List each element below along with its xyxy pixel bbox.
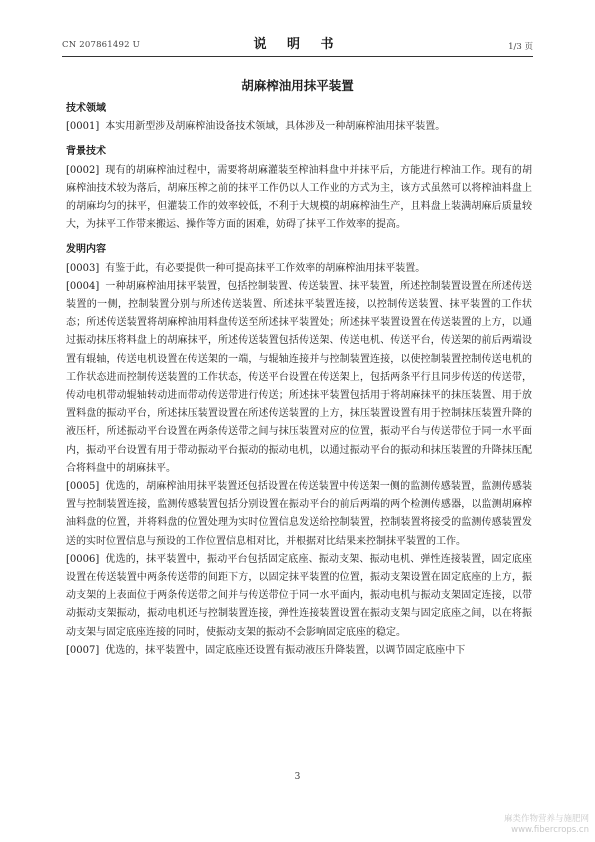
header-divider [62, 56, 533, 57]
paragraph-number: [0007] [66, 644, 100, 656]
document-body [66, 100, 532, 660]
page-header [0, 33, 595, 53]
section-heading: 背景技术 [66, 146, 106, 158]
paragraph-text: 优选的，胡麻榨油用抹平装置还包括设置在传送装置中传送架一侧的监测传感装置，监测传感装置与控制装置连接，监测传感装置包括分别设置在振动平台的前后两端的两个检测传感器，以监测胡麻榨油料盘的位置，并将料盘的位置处理为实时位置信息发送给控制装置，控制装置将接受的监测传感装置发送的实时位置信息与预设的工作位置信息相对比，并根据对比结果来控制抹平装置的工作。 [66, 481, 532, 547]
paragraph [66, 162, 532, 235]
paragraph [66, 551, 532, 642]
watermark [504, 814, 589, 836]
paragraph [66, 478, 532, 551]
document-title: 胡麻榨油用抹平装置 [241, 78, 354, 93]
paragraph-text: 有鉴于此，有必要提供一种可提高抹平工作效率的胡麻榨油用抹平装置。 [105, 262, 426, 274]
paragraph-number: [0006] [66, 553, 100, 565]
paragraph-number: [0001] [66, 121, 100, 133]
paragraph [66, 118, 532, 136]
paragraph [66, 278, 532, 478]
paragraph [66, 260, 532, 278]
watermark-url: www.fibercrops.cn [511, 825, 589, 835]
paragraph-number: [0004] [66, 280, 100, 292]
paragraph-number: [0005] [66, 481, 100, 493]
paragraph-number: [0003] [66, 262, 100, 274]
paragraph [66, 642, 532, 660]
page-indicator: 1/3 页 [508, 42, 533, 52]
paragraph-number: [0002] [66, 164, 100, 176]
section-heading: 发明内容 [66, 244, 106, 256]
section-heading: 技术领域 [66, 103, 106, 114]
document-section-title: 说 明 书 [253, 37, 342, 52]
paragraph-text: 本实用新型涉及胡麻榨油设备技术领域，具体涉及一种胡麻榨油用抹平装置。 [105, 121, 446, 133]
watermark-site-name: 麻类作物营养与施肥网 [503, 814, 589, 824]
page-number: 3 [294, 772, 301, 782]
paragraph-text: 现有的胡麻榨油过程中，需要将胡麻灌装至榨油料盘中并抹平后，方能进行榨油工作。现有的胡麻榨油技术较为落后，胡麻压榨之前的抹平工作仍以人工作业的方式为主，该方式虽然可以将榨油料盘上的胡麻均匀的抹平，但灌装工作的效率较低，不利于大规模的胡麻榨油生产，且料盘上装满胡麻后质量较大，为抹平工作带来搬运、操作等方面的困难，妨碍了抹平工作效率的提高。 [66, 164, 532, 231]
paragraph-text: 优选的，抹平装置中，固定底座还设置有振动液压升降装置，以调节固定底座中下 [105, 644, 466, 656]
paragraph-text: 一种胡麻榨油用抹平装置，包括控制装置、传送装置、抹平装置，所述控制装置设置在所述传送装置的一侧，控制装置分别与所述传送装置、所述抹平装置连接，以控制传送装置、抹平装置的工作状态；所述传送装置将胡麻榨油用料盘传送至所述抹平装置处；所述抹平装置设置在传送装置的上方，以通过振动抹压将料盘上的胡麻抹平，所述传送装置包括传送架、传送电机、传送平台，传送架的前后两端设置有辊轴，传送电机设置在传送架的一端，与辊轴连接并与控制装置连接，以使控制装置控制传送电机的工作状态进而控制传送装置的工作状态，传送平台设置在传送架上，包括两条平行且同步传送的传送带，传动电机带动辊轴转动进而带动传送带进行传送；所述抹平装置包括用于将胡麻抹平的抹压装置、用于放置料盘的振动平台，所述抹压装置设置在所述传送装置的上方，抹压装置设置有用于控制抹压装置升降的液压杆，所述振动平台设置在两条传送带之间与抹压装置对应的位置，振动平台与传送带位于同一水平面内，振动平台设置有用于带动振动平台振动的振动电机，以通过振动平台的振动和抹压装置的升降抹压配合将料盘中的胡麻抹平。 [66, 280, 532, 474]
paragraph-text: 优选的，抹平装置中，振动平台包括固定底座、振动支架、振动电机、弹性连接装置，固定底座设置在传送装置中两条传送带的间距下方，以固定抹平装置的位置，振动支架设置在固定底座的上方，振动支架的上表面位于两条传送带之间并与传送带位于同一水平面内，振动电机与振动支架固定连接，以带动振动支架振动，振动电机还与控制装置连接，弹性连接装置设置在振动支架与固定底座之间，以在将振动支架与固定底座连接的同时，使振动支架的振动不会影响固定底座的稳定。 [66, 553, 532, 638]
patent-number: CN 207861492 U [62, 40, 140, 50]
